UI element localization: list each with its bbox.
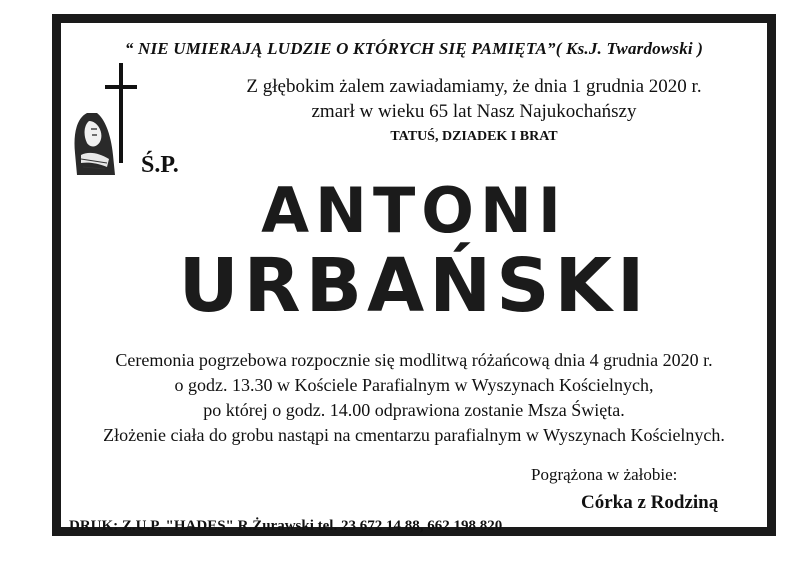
mourners-names: Córka z Rodziną: [581, 492, 719, 513]
announcement-line-1: Z głębokim żalem zawiadamiamy, że dnia 1 grudnia 2020 r.: [246, 76, 702, 97]
mourners-label: Pogrążona w żałobie:: [531, 465, 678, 484]
ceremony-line-2: o godz. 13.30 w Kościele Parafialnym w Wyszynach Kościelnych,: [174, 375, 654, 395]
printer-credit: DRUK: Z.U.P. "HADES" R.Żurawski tel. 23 672 14 88, 662 198 820: [69, 518, 503, 534]
deceased-last-name: URBAŃSKI: [178, 243, 650, 329]
ceremony-line-3: po której o godz. 14.00 odprawiona zostanie Msza Święta.: [203, 400, 625, 420]
relationship-line: TATUŚ, DZIADEK I BRAT: [390, 129, 558, 144]
sp-label: Ś.P.: [141, 152, 179, 178]
quote-line: “ NIE UMIERAJĄ LUDZIE O KTÓRYCH SIĘ PAMIĘTA”( Ks.J. Twardowski ): [124, 39, 704, 58]
ceremony-line-4: Złożenie ciała do grobu nastąpi na cmentarzu parafialnym w Wyszynach Kościelnych.: [103, 425, 725, 445]
cross-with-mourning-figure-icon: [67, 63, 147, 183]
deceased-first-name: ANTONI: [261, 174, 567, 247]
ceremony-line-1: Ceremonia pogrzebowa rozpocznie się modlitwą różańcową dnia 4 grudnia 2020 r.: [115, 350, 713, 370]
obituary-frame: [52, 14, 776, 536]
announcement-line-2: zmarł w wieku 65 lat Nasz Najukochańszy: [311, 101, 637, 122]
